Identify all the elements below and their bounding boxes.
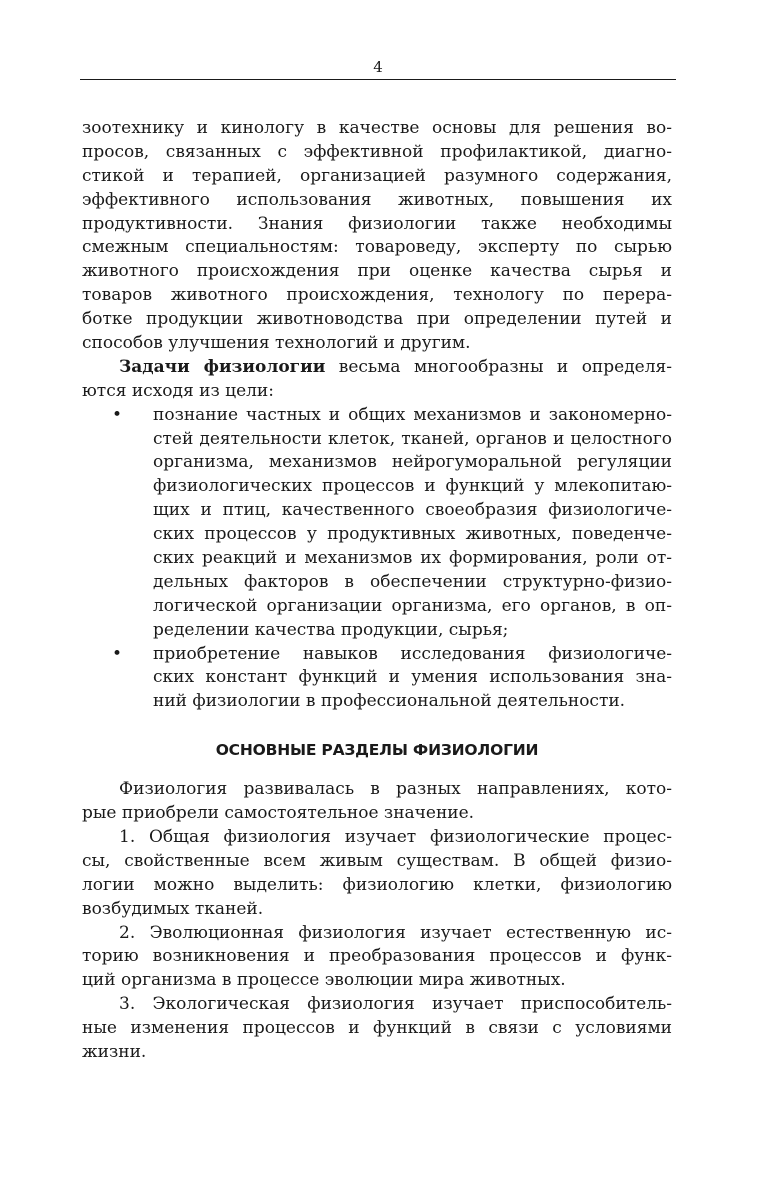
text-line: [82, 356, 672, 380]
text-line: 3. Экологическая физиология изучает приспособитель-: [119, 994, 672, 1015]
text-line: эффективного использования животных, повышения их: [82, 189, 672, 210]
text-line: щих и птиц, качественного своеобразия физиологиче-: [153, 500, 672, 521]
page-number: 4: [373, 58, 383, 76]
paragraph-1: [82, 117, 672, 356]
text-line: способов улучшения технологий и другим.: [82, 333, 471, 354]
text-line: смежным специальностям: товароведу, эксперту по сырью: [82, 237, 672, 258]
text-line: ные изменения процессов и функций в связи с условиями: [82, 1018, 672, 1039]
text-line: продуктивности. Знания физиологии также необходимы: [82, 213, 672, 234]
text-line: просов, связанных с эффективной профилактикой, диагно-: [82, 141, 672, 162]
bullet-icon: •: [112, 404, 123, 425]
text-line: ределении качества продукции, сырья;: [153, 619, 509, 640]
text-line: животного происхождения при оценке качества сырья и: [82, 261, 672, 282]
bullet-item-1: [82, 404, 672, 643]
text-line: организма, механизмов нейрогуморальной регуляции: [153, 452, 672, 473]
text-line: жизни.: [82, 1041, 147, 1062]
text-line: товаров животного происхождения, технологу по перера-: [82, 285, 672, 306]
text-line: дельных факторов в обеспечении структурно-физио-: [153, 571, 672, 592]
text-line: Физиология развивалась в разных направлениях, кото-: [119, 779, 672, 800]
text-line: ботке продукции животноводства при определении путей и: [82, 309, 672, 330]
text-line: зоотехнику и кинологу в качестве основы для решения во-: [82, 118, 672, 138]
spacer: [82, 763, 672, 778]
text-line: познание частных и общих механизмов и закономерно-: [153, 404, 672, 425]
text-line: логии можно выделить: физиологию клетки, физиологию: [82, 874, 672, 895]
text-line: 2. Эволюционная физиология изучает естественную ис-: [119, 922, 672, 943]
text-line: логической организации организма, его органов, в оп-: [153, 595, 672, 616]
body-text: [82, 117, 672, 1065]
text-line: сы, свойственные всем живым существам. В общей физио-: [82, 850, 672, 871]
paragraph-3: [82, 778, 672, 826]
paragraph-6: [82, 993, 672, 1065]
bullet-icon: •: [112, 643, 123, 664]
header-rule: [80, 79, 676, 80]
text-line: рые приобрели самостоятельное значение.: [82, 803, 475, 824]
text-line: 1. Общая физиология изучает физиологические процес-: [119, 826, 672, 847]
text-line: ских констант функций и умения использования зна-: [153, 667, 672, 688]
text-line: приобретение навыков исследования физиологиче-: [153, 643, 672, 664]
text-line: ний физиологии в профессиональной деятельности.: [153, 691, 626, 712]
paragraph-4: [82, 826, 672, 922]
section-heading: ОСНОВНЫЕ РАЗДЕЛЫ ФИЗИОЛОГИИ: [215, 741, 539, 760]
text-line: физиологических процессов и функций у млекопитаю-: [153, 476, 672, 497]
paragraph-5: [82, 922, 672, 994]
text-line: ских процессов у продуктивных животных, поведенче-: [153, 524, 672, 545]
text-line: ются исходя из цели:: [82, 380, 274, 401]
text-line: стикой и терапией, организацией разумного содержания,: [82, 165, 672, 186]
text-line: торию возникновения и преобразования процессов и функ-: [82, 946, 672, 967]
bullet-item-2: [82, 643, 672, 715]
text-line: стей деятельности клеток, тканей, органов и целостного: [153, 428, 672, 449]
text-line: ций организма в процессе эволюции мира животных.: [82, 970, 566, 991]
text-run: весьма многообразны и определя-: [325, 356, 672, 377]
text-line: возбудимых тканей.: [82, 898, 264, 919]
bold-term: Задачи физиологии: [119, 356, 326, 377]
paragraph-2: [82, 356, 672, 404]
text-line: ских реакций и механизмов их формирования, роли от-: [153, 548, 672, 569]
spacer: [82, 714, 672, 739]
